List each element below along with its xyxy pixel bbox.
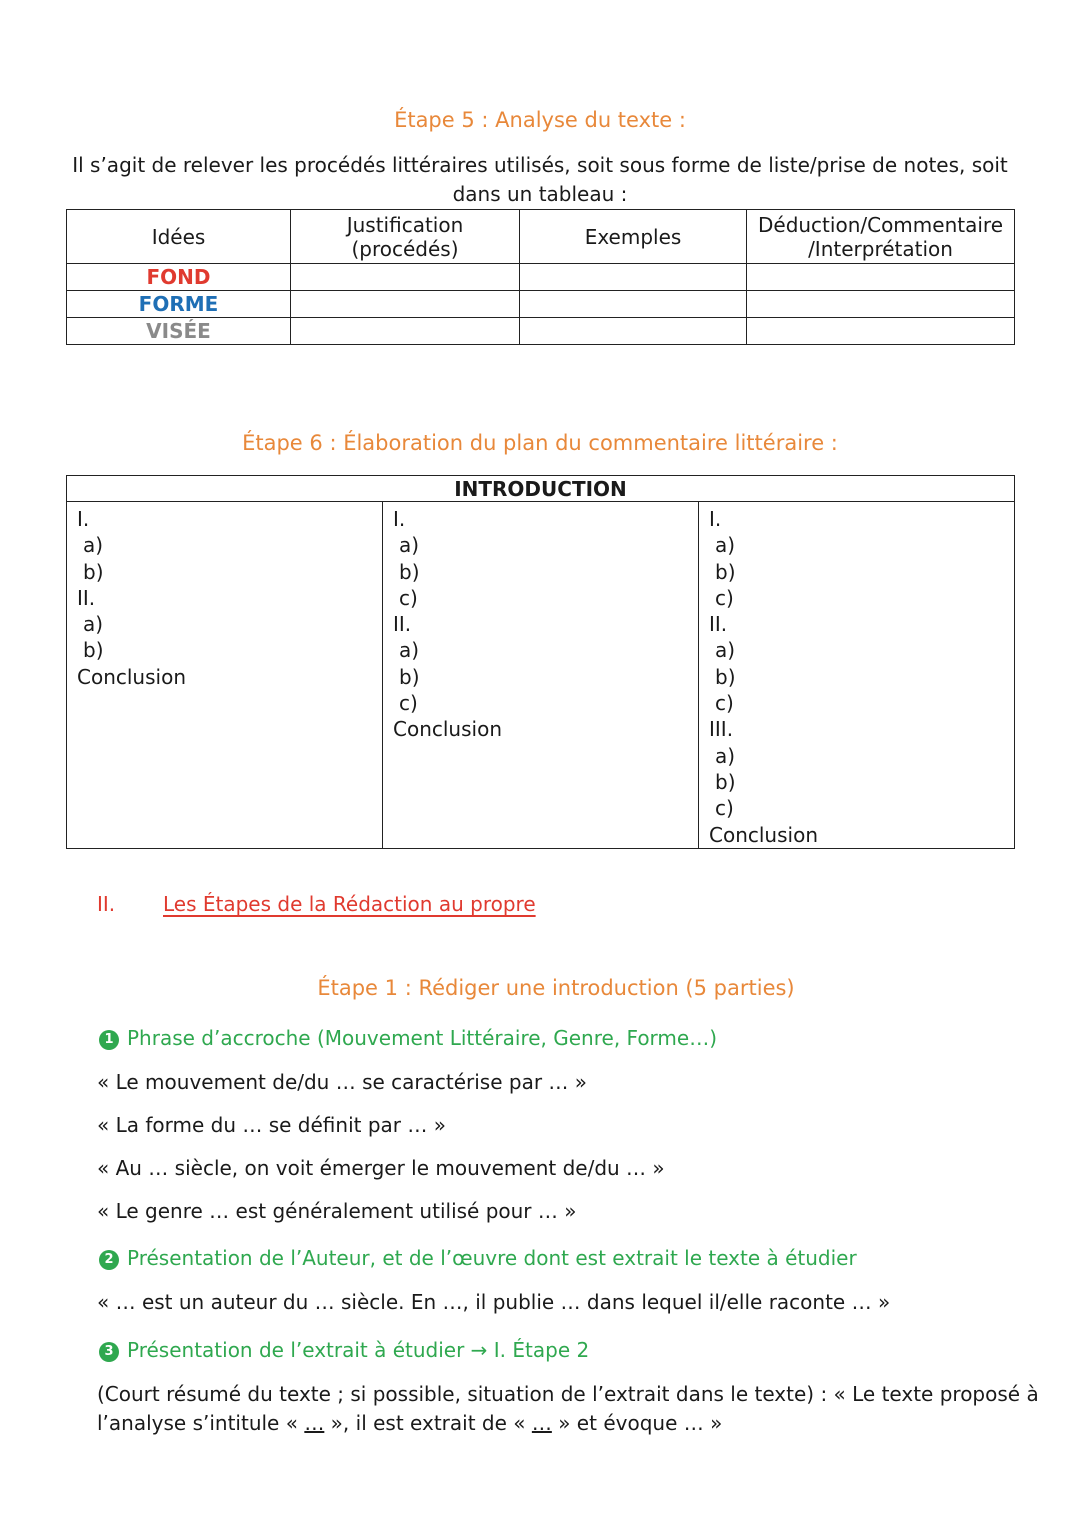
plan-line: c) [399, 585, 418, 610]
analysis-row-fond [67, 264, 1015, 291]
plan-line: b) [399, 559, 420, 584]
plan-line: c) [715, 691, 734, 716]
plan-line: a) [715, 638, 736, 663]
plan-line: b) [715, 559, 736, 584]
analysis-table [66, 209, 1015, 345]
plan-table-header-row [67, 476, 1015, 502]
cell-empty [747, 264, 1015, 291]
plan-line: II. [709, 612, 728, 637]
plan-line: Conclusion [393, 717, 502, 742]
plan-line: c) [715, 585, 734, 610]
part1-line: « Le genre … est généralement utilisé pour … » [97, 1199, 577, 1223]
number-two-icon: 2 [99, 1250, 119, 1270]
cell-empty [520, 291, 747, 318]
part1-line: « Le mouvement de/du … se caractérise par … » [97, 1070, 588, 1094]
section2-numeral: II. [97, 892, 116, 916]
header-deduction: Déduction/Commentaire /Interprétation [747, 210, 1015, 264]
plan-column-three-parts [699, 502, 1015, 849]
plan-line: b) [83, 559, 104, 584]
header-idees: Idées [67, 210, 291, 264]
part3-line2-c: », il est extrait de « [324, 1411, 532, 1435]
plan-line: a) [715, 743, 736, 768]
part1-title: Phrase d’accroche (Mouvement Littéraire, Genre, Forme…) [127, 1026, 718, 1050]
part1-heading [99, 1024, 717, 1053]
analysis-row-visee [67, 318, 1015, 345]
plan-line: a) [83, 533, 104, 558]
part3-heading [99, 1336, 589, 1365]
step5-title: Étape 5 : Analyse du texte : [394, 108, 686, 132]
plan-line: b) [399, 664, 420, 689]
part2-title: Présentation de l’Auteur, et de l’œuvre dont est extrait le texte à étudier [127, 1246, 857, 1270]
cell-empty [747, 318, 1015, 345]
part2-line: « … est un auteur du … siècle. En …, il publie … dans lequel il/elle raconte … » [97, 1290, 891, 1314]
header-exemples: Exemples [520, 210, 747, 264]
step5-intro-line2: dans un tableau : [452, 182, 628, 206]
part3-line1: (Court résumé du texte ; si possible, situation de l’extrait dans le texte) : « Le texte proposé à [97, 1382, 1039, 1406]
plan-table [66, 475, 1015, 849]
plan-line: a) [399, 638, 420, 663]
plan-line: Conclusion [709, 822, 818, 847]
number-one-icon: 1 [99, 1030, 119, 1050]
plan-line: a) [399, 533, 420, 558]
plan-line: Conclusion [77, 664, 186, 689]
plan-line: a) [83, 612, 104, 637]
cell-empty [291, 291, 520, 318]
part1-line: « La forme du … se définit par … » [97, 1113, 446, 1137]
cell-empty [747, 291, 1015, 318]
plan-line: b) [83, 638, 104, 663]
part3-line2-blank2: … [531, 1411, 552, 1435]
row-label-forme: FORME [67, 291, 291, 318]
plan-line: b) [715, 664, 736, 689]
row-label-fond: FOND [67, 264, 291, 291]
plan-line: I. [393, 507, 406, 531]
plan-line: III. [709, 717, 734, 742]
plan-line: II. [77, 585, 96, 610]
redaction-step1-title: Étape 1 : Rédiger une introduction (5 parties) [317, 976, 795, 1000]
part3-line2-blank1: … [304, 1411, 325, 1435]
section2-title: Les Étapes de la Rédaction au propre [163, 892, 536, 916]
part2-heading [99, 1244, 857, 1273]
step5-intro-line1: Il s’agit de relever les procédés littéraires utilisés, soit sous forme de liste/prise de notes, soit [72, 153, 1008, 177]
plan-table-header: INTRODUCTION [67, 476, 1015, 502]
part3-title: Présentation de l’extrait à étudier → I. Étape 2 [127, 1338, 590, 1362]
plan-line: I. [709, 507, 722, 531]
number-three-icon: 3 [99, 1342, 119, 1362]
cell-empty [520, 318, 747, 345]
part1-line: « Au … siècle, on voit émerger le mouvement de/du … » [97, 1156, 665, 1180]
cell-empty [291, 264, 520, 291]
part3-line2-e: » et évoque … » [551, 1411, 723, 1435]
part3-line2 [97, 1409, 722, 1438]
part3-line2-a: l’analyse s’intitule « [97, 1411, 305, 1435]
cell-empty [291, 318, 520, 345]
analysis-row-forme [67, 291, 1015, 318]
header-justification: Justification (procédés) [291, 210, 520, 264]
plan-line: b) [715, 769, 736, 794]
row-label-visee: VISÉE [67, 318, 291, 345]
plan-column-two-parts [67, 502, 383, 849]
plan-line: c) [715, 796, 734, 821]
step6-title: Étape 6 : Élaboration du plan du commentaire littéraire : [242, 431, 838, 455]
plan-table-body-row [67, 502, 1015, 849]
plan-line: II. [393, 612, 412, 637]
cell-empty [520, 264, 747, 291]
plan-line: I. [77, 507, 90, 531]
plan-column-two-parts-three-sub [383, 502, 699, 849]
plan-line: a) [715, 533, 736, 558]
analysis-table-header-row [67, 210, 1015, 264]
plan-line: c) [399, 691, 418, 716]
